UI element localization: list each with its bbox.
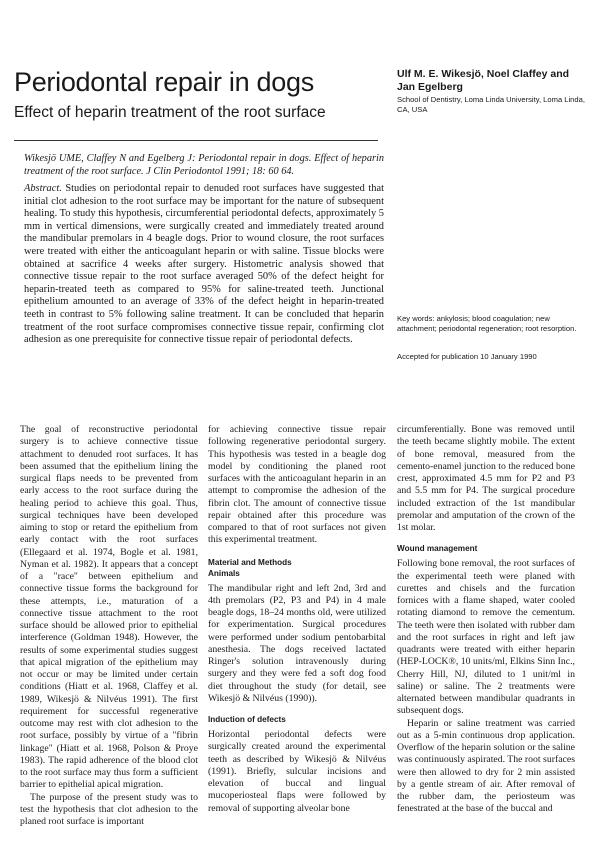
abstract-label: Abstract.: [24, 183, 62, 194]
title-rule: [14, 140, 378, 141]
article-title: Periodontal repair in dogs: [14, 67, 314, 97]
body-column-3: [397, 424, 575, 816]
citation: Wikesjö UME, Claffey N and Egelberg J: Periodontal repair in dogs. Effect of heparin treatment of the root surface. J Clin Periodontol 1991; 18: 60 64.: [24, 153, 384, 177]
defects-paragraph-continued: circumferentially. Bone was removed until the teeth became slightly mobile. The extent of bone removal, measured from the cemento-enamel junction to the reduced bone crest, approximated 4.5 mm for P2 and P3 and 5.5 mm for P4. The surgical procedure included extraction of the 1st mandibular premolar and amputation of the crown of the 1st molar.: [397, 424, 575, 533]
subsection-heading-defects: Induction of defects: [208, 715, 286, 724]
affiliation: School of Dentistry, Loma Linda University, Loma Linda, CA, USA: [397, 95, 585, 114]
subsection-heading-animals: Animals: [208, 568, 240, 578]
intro-paragraph-3: for achieving connective tissue repair following regenerative periodontal surgery. This hypothesis was tested in a beagle dog model by conditioning the planed root surfaces with the anticoagulant heparin in an attempt to compromise the adhesion of the fibrin clot. The amount of connective tissue repair obtained after this procedure was compared to that of root surfaces not given this experimental treatment.: [208, 424, 386, 546]
subsection-heading-wound: Wound management: [397, 544, 478, 554]
abstract: [24, 183, 384, 347]
defects-paragraph: Horizontal periodontal defects were surgically created around the experimental teeth as described by Wikesjö & Nilvéus (1991). Briefly, sulcular incisions and elevation of buccal and lingual mucoperiosteal flaps were followed by removal of supporting alveolar bone: [208, 729, 386, 814]
body-column-2: [208, 424, 386, 815]
wound-paragraph-2: Heparin or saline treatment was carried out as a 5-min continuous drop application. Overflow of the heparin solution or the saline was continuously aspirated. The root surfaces were then allowed to dry for 2 min assisted by a gentle stream of air. After removal of the rubber dam, the periosteum was fenestrated at the base of the buccal and: [397, 717, 575, 815]
article-subtitle: Effect of heparin treatment of the root surface: [14, 104, 326, 121]
animals-paragraph: The mandibular right and left 2nd, 3rd and 4th premolars (P2, P3 and P4) in 4 male beagle dogs, 18–24 months old, were utilized for experimentation. Surgical procedures were performed under sodium pentobarbital anesthesia. The dogs received lactated Ringer's solution intravenously during surgery and they were fed a soft dog food diet throughout the study (for detail, see Wikesjö & Nilvéus (1990)).: [208, 582, 386, 704]
intro-paragraph-2: The purpose of the present study was to test the hypothesis that clot adhesion to the planed root surface is important: [20, 791, 198, 827]
key-words: Key words: ankylosis; blood coagulation; new attachment; periodontal regeneration; root resorption.: [397, 314, 577, 333]
body-column-1: [20, 424, 198, 828]
section-heading-methods: Material and Methods: [208, 557, 292, 567]
accepted-date: Accepted for publication 10 January 1990: [397, 352, 537, 361]
wound-paragraph-1: Following bone removal, the root surfaces of the experimental teeth were planed with curettes and chisels and the furcation fornices with a flame shaped, water cooled rotating diamond to remove the cementum. The teeth were then isolated with rubber dam and the root surfaces in right and left jaw quadrants were treated with either heparin (HEP-LOCK®, 10 units/ml, Elkins Sinn Inc., Cherry Hill, NJ, diluted to 1 unit/ml in saline) or saline. The 2 treatments were alternated between mandibular quadrants in subsequent dogs.: [397, 558, 575, 717]
authors: Ulf M. E. Wikesjö, Noel Claffey and Jan Egelberg: [397, 68, 570, 93]
abstract-text: Studies on periodontal repair to denuded root surfaces have suggested that initial clot adhesion to the root surface may be important for the nature of subsequent healing. To study this hypothesis, circumferential periodontal defects, approximately 5 mm in vertical dimensions, were surgically created and immediately treated around the mandibular premolars in 4 beagle dogs. Prior to wound closure, the root surfaces were treated with either the anticoagulant heparin or with saline. Tissue blocks were obtained at sacrifice 4 weeks after surgery. Histometric analysis showed that connective tissue repair to the root surface averaged 50% of the defect height for heparin-treated teeth as compared to 95% for saline-treated teeth. Junctional epithelium amounted to an average of 33% of the defect height in heparin-treated teeth in contrast to 5% following saline treatment. It can be concluded that heparin treatment of the root surface compromises connective tissue repair, confirming clot adhesion as one prerequisite for connective tissue repair of periodontal defects.: [24, 183, 384, 346]
intro-paragraph-1: The goal of reconstructive periodontal surgery is to achieve connective tissue attachment to denuded root surfaces. It has been assumed that the epithelium lining the surgical flaps needs to be prevented from early access to the root surface during the healing period to achieve this goal. Thus, surgical techniques have been developed aiming to stop or retard the epithelium from early contact with the root surfaces (Ellegaard et al. 1974, Bogle et al. 1981, Nyman et al. 1982). It appears that a concept of a "race" between epithelium and connective tissue forms the background for these attempts, i.e., maturation of a connective tissue attachment to the root surface should be allowed prior to epithelial interference (Goldman 1948). However, the results of some experimental studies suggest that apical migration of the epithelium may not occur or may be limited under certain conditions (Hiatt et al. 1968, Claffey et al. 1989, Wikesjö & Nilvéus 1991). The first requirement for successful regenerative outcome may rest with clot adhesion to the root surface, possibly by virtue of a "fibrin linkage" (Hiatt et al. 1968, Polson & Proye 1983). The rapid adherence of the blood clot to the root surface may thus form a sufficient barrier to epithelial apical migration.: [20, 424, 198, 791]
